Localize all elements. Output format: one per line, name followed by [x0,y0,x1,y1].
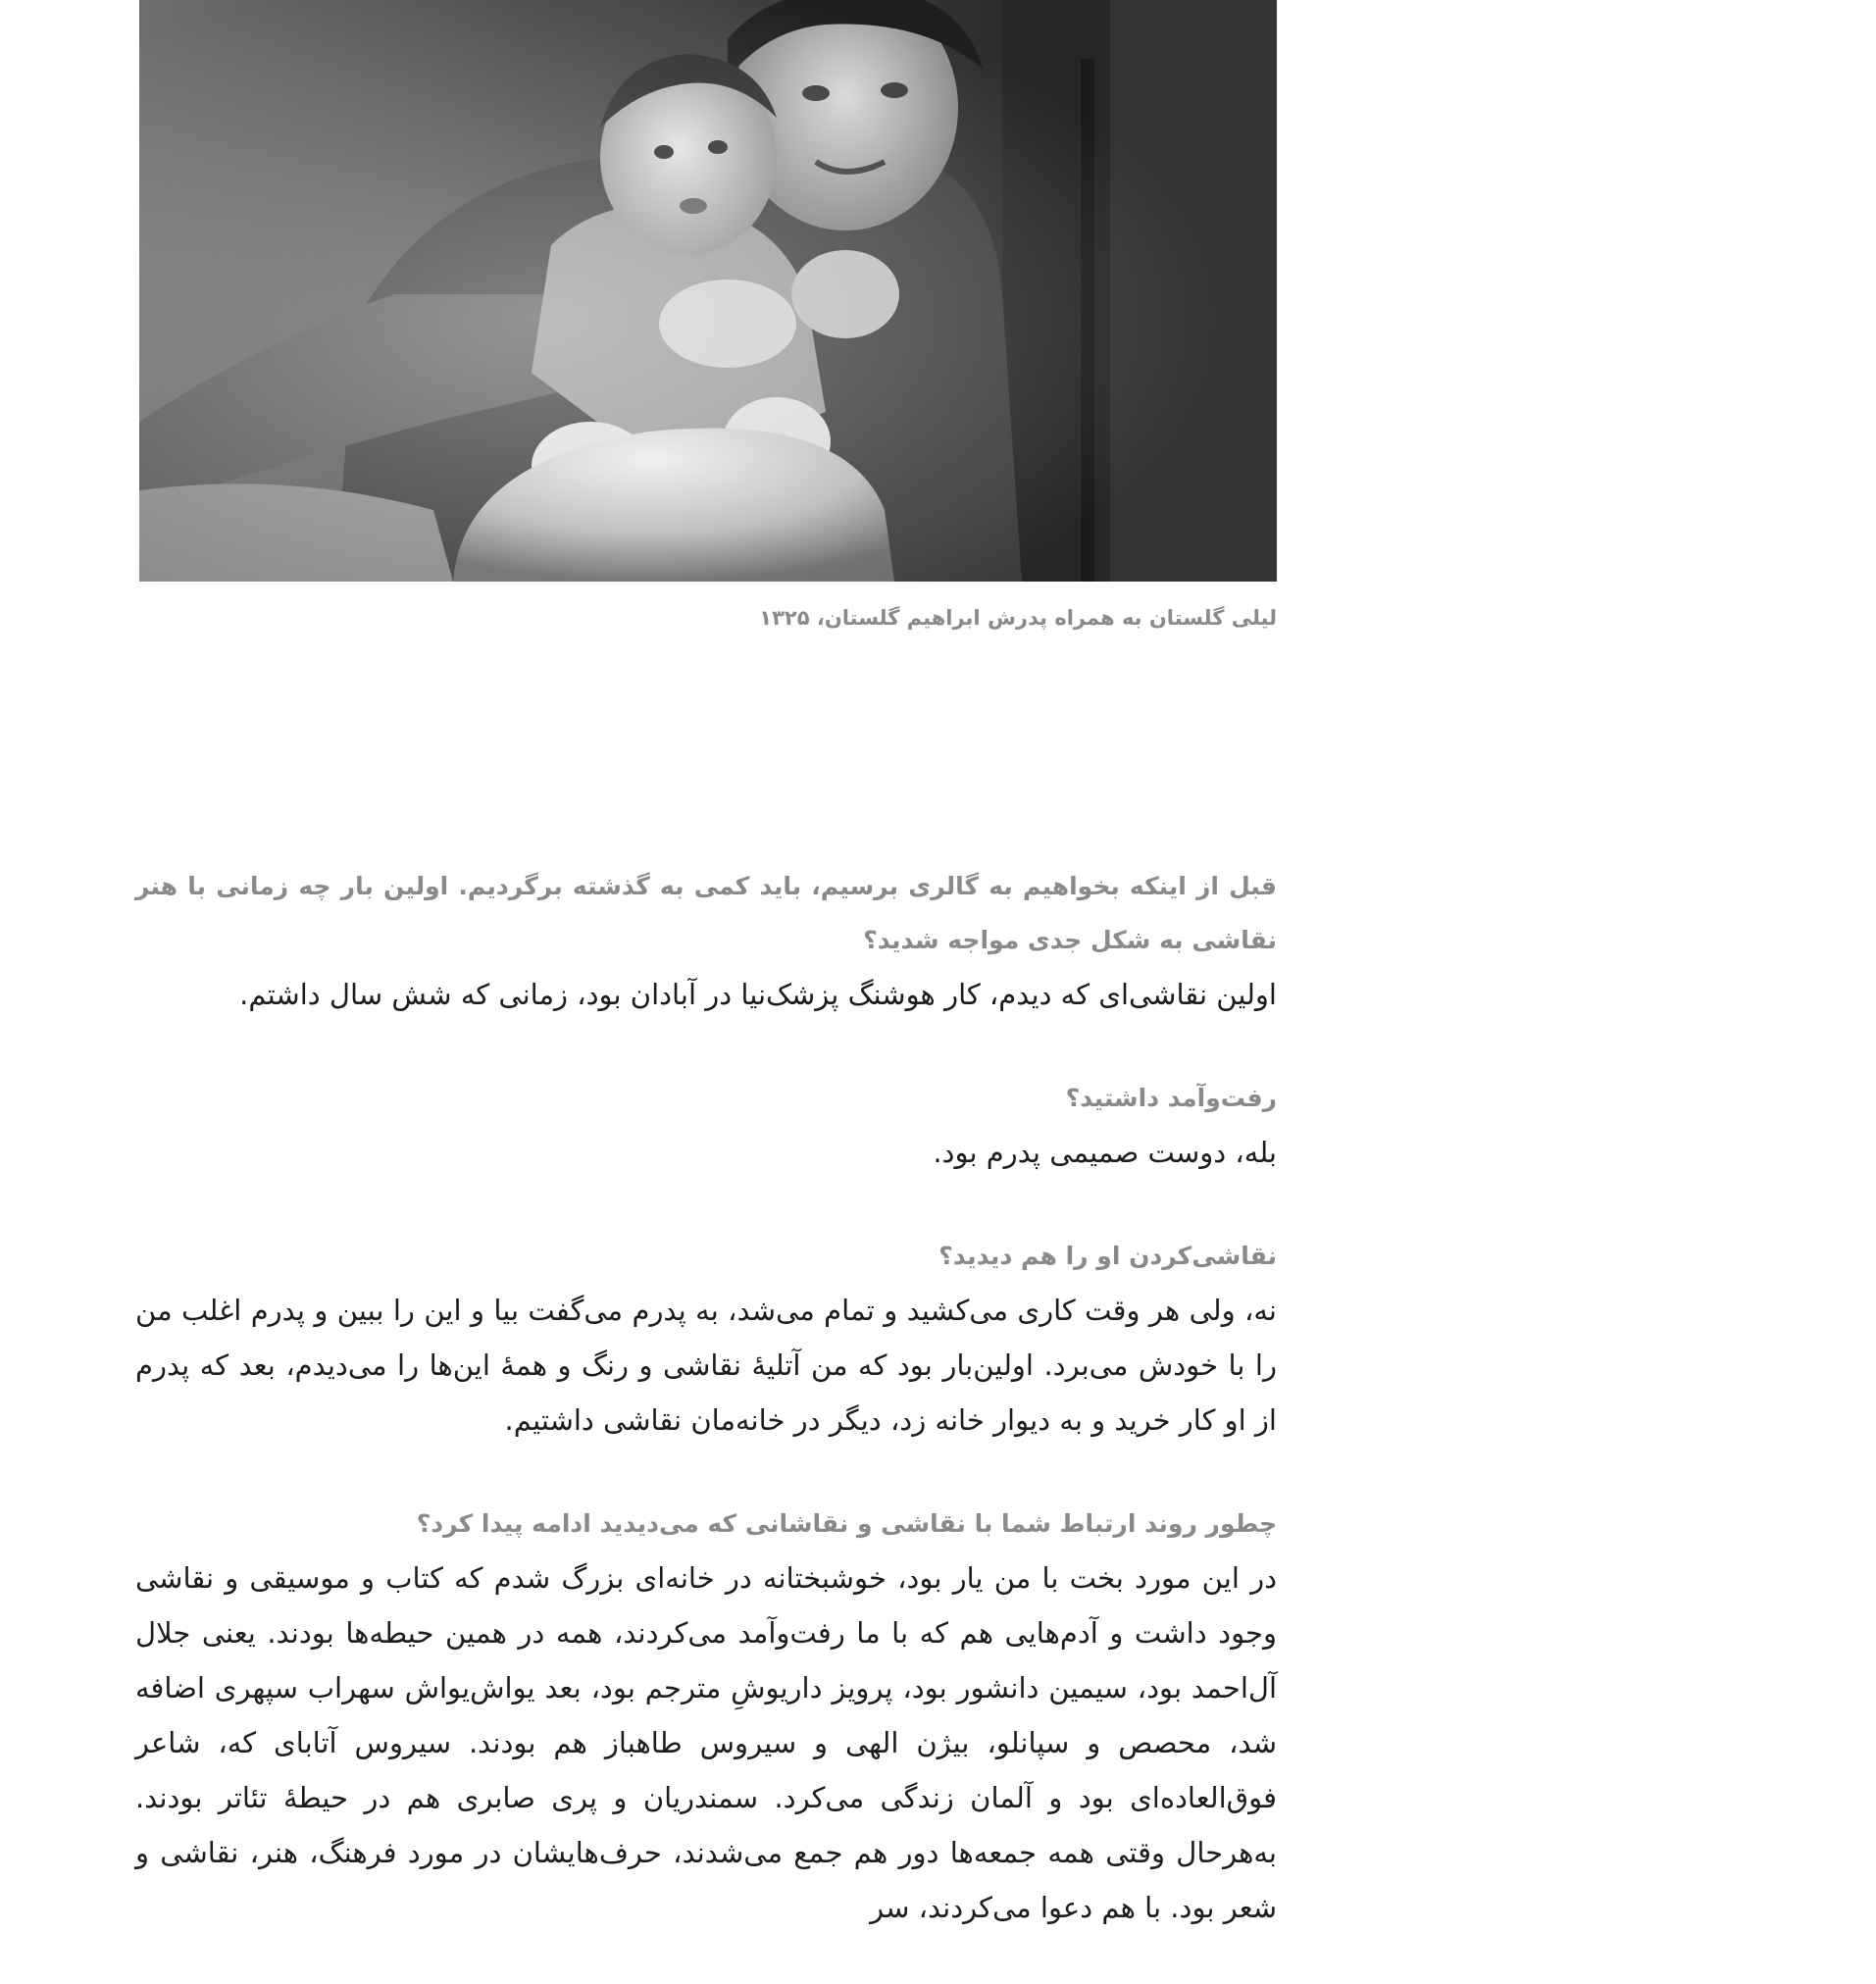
interview-question: رفت‌وآمد داشتید؟ [1065,1084,1277,1112]
interview-question: نقاشی‌کردن او را هم دیدید؟ [938,1242,1277,1270]
qa-item [135,1071,1277,1180]
interview-question: چطور روند ارتباط شما با نقاشی و نقاشانی که می‌دیدید ادامه پیدا کرد؟ [416,1509,1277,1538]
qa-item [135,1229,1277,1448]
interview-answer: اولین نقاشی‌ای که دیدم، کار هوشنگ پزشک‌نیا در آبادان بود، زمانی که شش سال داشتم. [239,978,1277,1011]
interview-answer: در این مورد بخت با من یار بود، خوشبختانه در خانه‌ای بزرگ شدم که کتاب و موسیقی و نقاشی وجود داشت و آدم‌هایی هم که با ما رفت‌وآمد می‌کردند، همه در همین حیطه‌ها بودند. یعنی جلال آل‌احمد بود، سیمین دانشور بود، پرویز داریوشِ مترجم بود، بعد یواش‌یواش سهراب سپهری اضافه شد، محصص و سپانلو، بیژن الهی و سیروس طاهباز هم بودند. سیروس آتابای که، شاعر فوق‌العاده‌ای بود و آلمان زندگی می‌کرد. سمندریان و پری صابری هم در حیطهٔ تئاتر بودند. به‌هرحال وقتی همه جمعه‌ها دور هم جمع می‌شدند، حرف‌هایشان در مورد فرهنگ، هنر، نقاشی و شعر بود. با هم دعوا می‌کردند، سر [135,1561,1277,1924]
interview-answer: نه، ولی هر وقت کاری می‌کشید و تمام می‌شد، به پدرم می‌گفت بیا و این را ببین و پدرم اغلب من را با خودش می‌برد. اولین‌بار بود که من آتلیهٔ نقاشی و رنگ و همهٔ این‌ها را می‌دیدم، بعد که پدرم از او کار خرید و به دیوار خانه زد، دیگر در خانه‌مان نقاشی داشتیم. [135,1294,1277,1437]
interview-answer: بله، دوست صمیمی پدرم بود. [933,1136,1277,1169]
photo-caption: لیلی گلستان به همراه پدرش ابراهیم گلستان، ۱۳۲۵ [759,606,1277,630]
photo [139,0,1277,582]
qa-item [135,859,1277,1022]
interview-question: قبل از اینکه بخواهیم به گالری برسیم، باید کمی به گذشته برگردیم. اولین بار چه زمانی با هنر نقاشی به شکل جدی مواجه شدید؟ [135,872,1277,954]
father-holding-baby-photo [139,0,1277,582]
interview-article [135,859,1277,1984]
qa-item [135,1497,1277,1935]
